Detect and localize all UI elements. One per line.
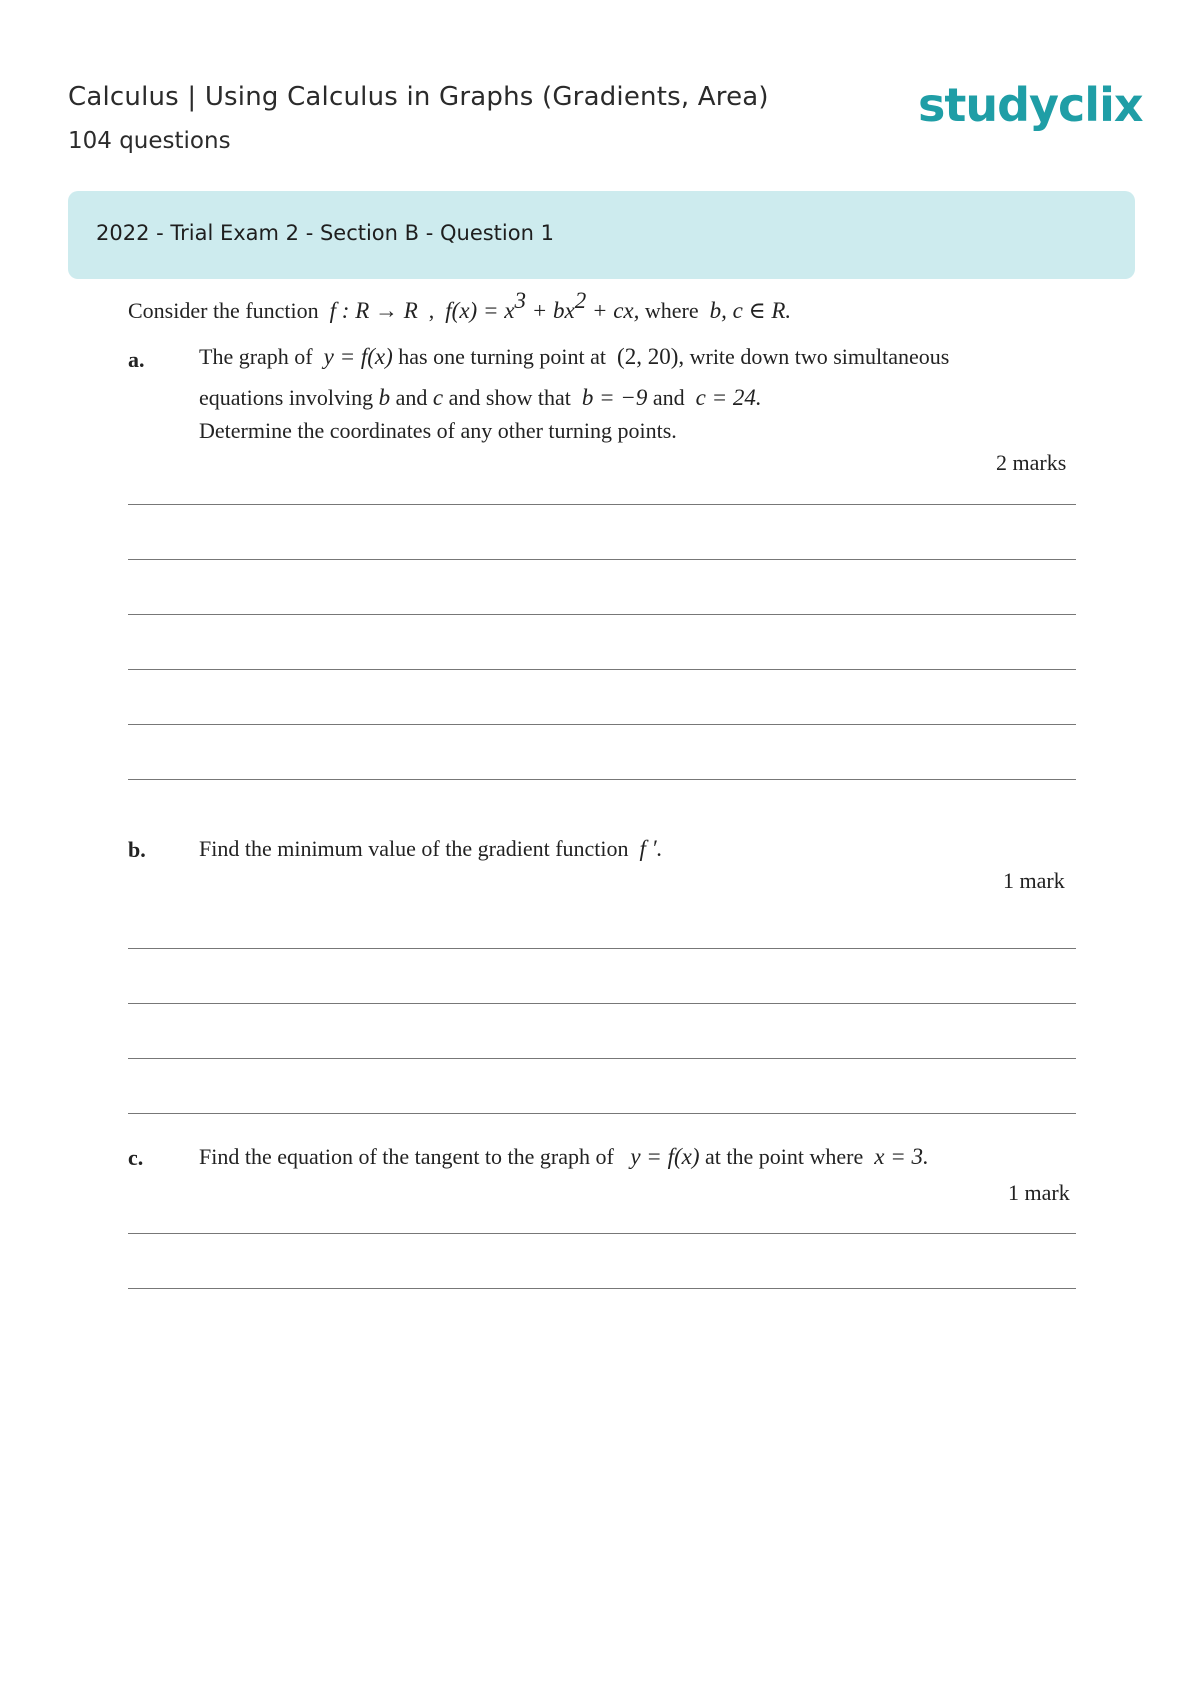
part-c-x-value: x = 3. xyxy=(874,1144,929,1169)
part-a-var-b: b xyxy=(378,385,391,410)
question-banner xyxy=(68,191,1135,279)
page-title: Calculus | Using Calculus in Graphs (Gradients, Area) xyxy=(68,82,769,112)
part-a-marks: 2 marks xyxy=(996,450,1067,475)
part-c-text-mid: at the point where xyxy=(705,1144,864,1169)
part-a-line1-pre: The graph of xyxy=(199,344,313,369)
intro-line: Consider the function f : R → R , $f(x) = x^3 + bx^2$ + cx, where b, c ∈ R. xyxy=(128,288,792,323)
intro-where: where xyxy=(644,298,699,323)
part-a-and-2: and xyxy=(652,385,685,410)
answer-line[interactable] xyxy=(128,948,1076,949)
part-a-line-2 xyxy=(199,385,762,411)
answer-line[interactable] xyxy=(128,1058,1076,1059)
answer-line[interactable] xyxy=(128,504,1076,505)
intro-lead: Consider the function xyxy=(128,298,319,323)
answer-line[interactable] xyxy=(128,559,1076,560)
part-c-text-pre: Find the equation of the tangent to the graph of xyxy=(199,1144,614,1169)
answer-line[interactable] xyxy=(128,1113,1076,1114)
part-a-line-3: Determine the coordinates of any other turning points. xyxy=(199,418,677,443)
answer-line[interactable] xyxy=(128,669,1076,670)
intro-rule-lhs: f(x) = x xyxy=(445,298,515,323)
intro-domain-map: f : R → R xyxy=(329,298,418,323)
answer-line[interactable] xyxy=(128,1288,1076,1289)
part-a-line1-mid: has one turning point at xyxy=(398,344,607,369)
part-b-line xyxy=(199,836,662,862)
studyclix-logo[interactable]: studyclix xyxy=(918,78,1143,132)
part-a-and-1: and xyxy=(395,385,428,410)
answer-line[interactable] xyxy=(128,724,1076,725)
intro-params: b, c ∈ R. xyxy=(709,298,792,323)
part-a-line1-eq: y = f(x) xyxy=(323,344,393,369)
part-a-line1-post: write down two simultaneous xyxy=(689,344,950,369)
part-b-func: f ′. xyxy=(639,836,663,861)
question-banner-title: 2022 - Trial Exam 2 - Section B - Question 1 xyxy=(96,221,554,245)
part-b-label: b. xyxy=(128,837,146,862)
part-a-line2-pre: equations involving xyxy=(199,385,374,410)
part-c-line xyxy=(199,1144,929,1170)
part-b-text: Find the minimum value of the gradient function xyxy=(199,836,629,861)
part-c-marks: 1 mark xyxy=(1008,1180,1070,1205)
part-a-c-value: c = 24. xyxy=(695,385,762,410)
part-a-line1-point: (2, 20), xyxy=(617,344,685,369)
part-c-label: c. xyxy=(128,1145,144,1170)
question-count: 104 questions xyxy=(68,128,231,154)
part-a-line2-mid: and show that xyxy=(448,385,571,410)
intro-rule-term3: + cx, xyxy=(586,298,640,323)
part-b-marks: 1 mark xyxy=(1003,868,1065,893)
answer-line[interactable] xyxy=(128,614,1076,615)
part-a-b-value: b = −9 xyxy=(581,385,648,410)
part-c-eq: y = f(x) xyxy=(630,1144,700,1169)
answer-line[interactable] xyxy=(128,779,1076,780)
part-a-line-1 xyxy=(199,344,949,370)
part-a-var-c: c xyxy=(432,385,444,410)
answer-line[interactable] xyxy=(128,1003,1076,1004)
intro-rule-term2: + bx xyxy=(525,298,575,323)
part-a-label: a. xyxy=(128,347,145,372)
answer-line[interactable] xyxy=(128,1233,1076,1234)
